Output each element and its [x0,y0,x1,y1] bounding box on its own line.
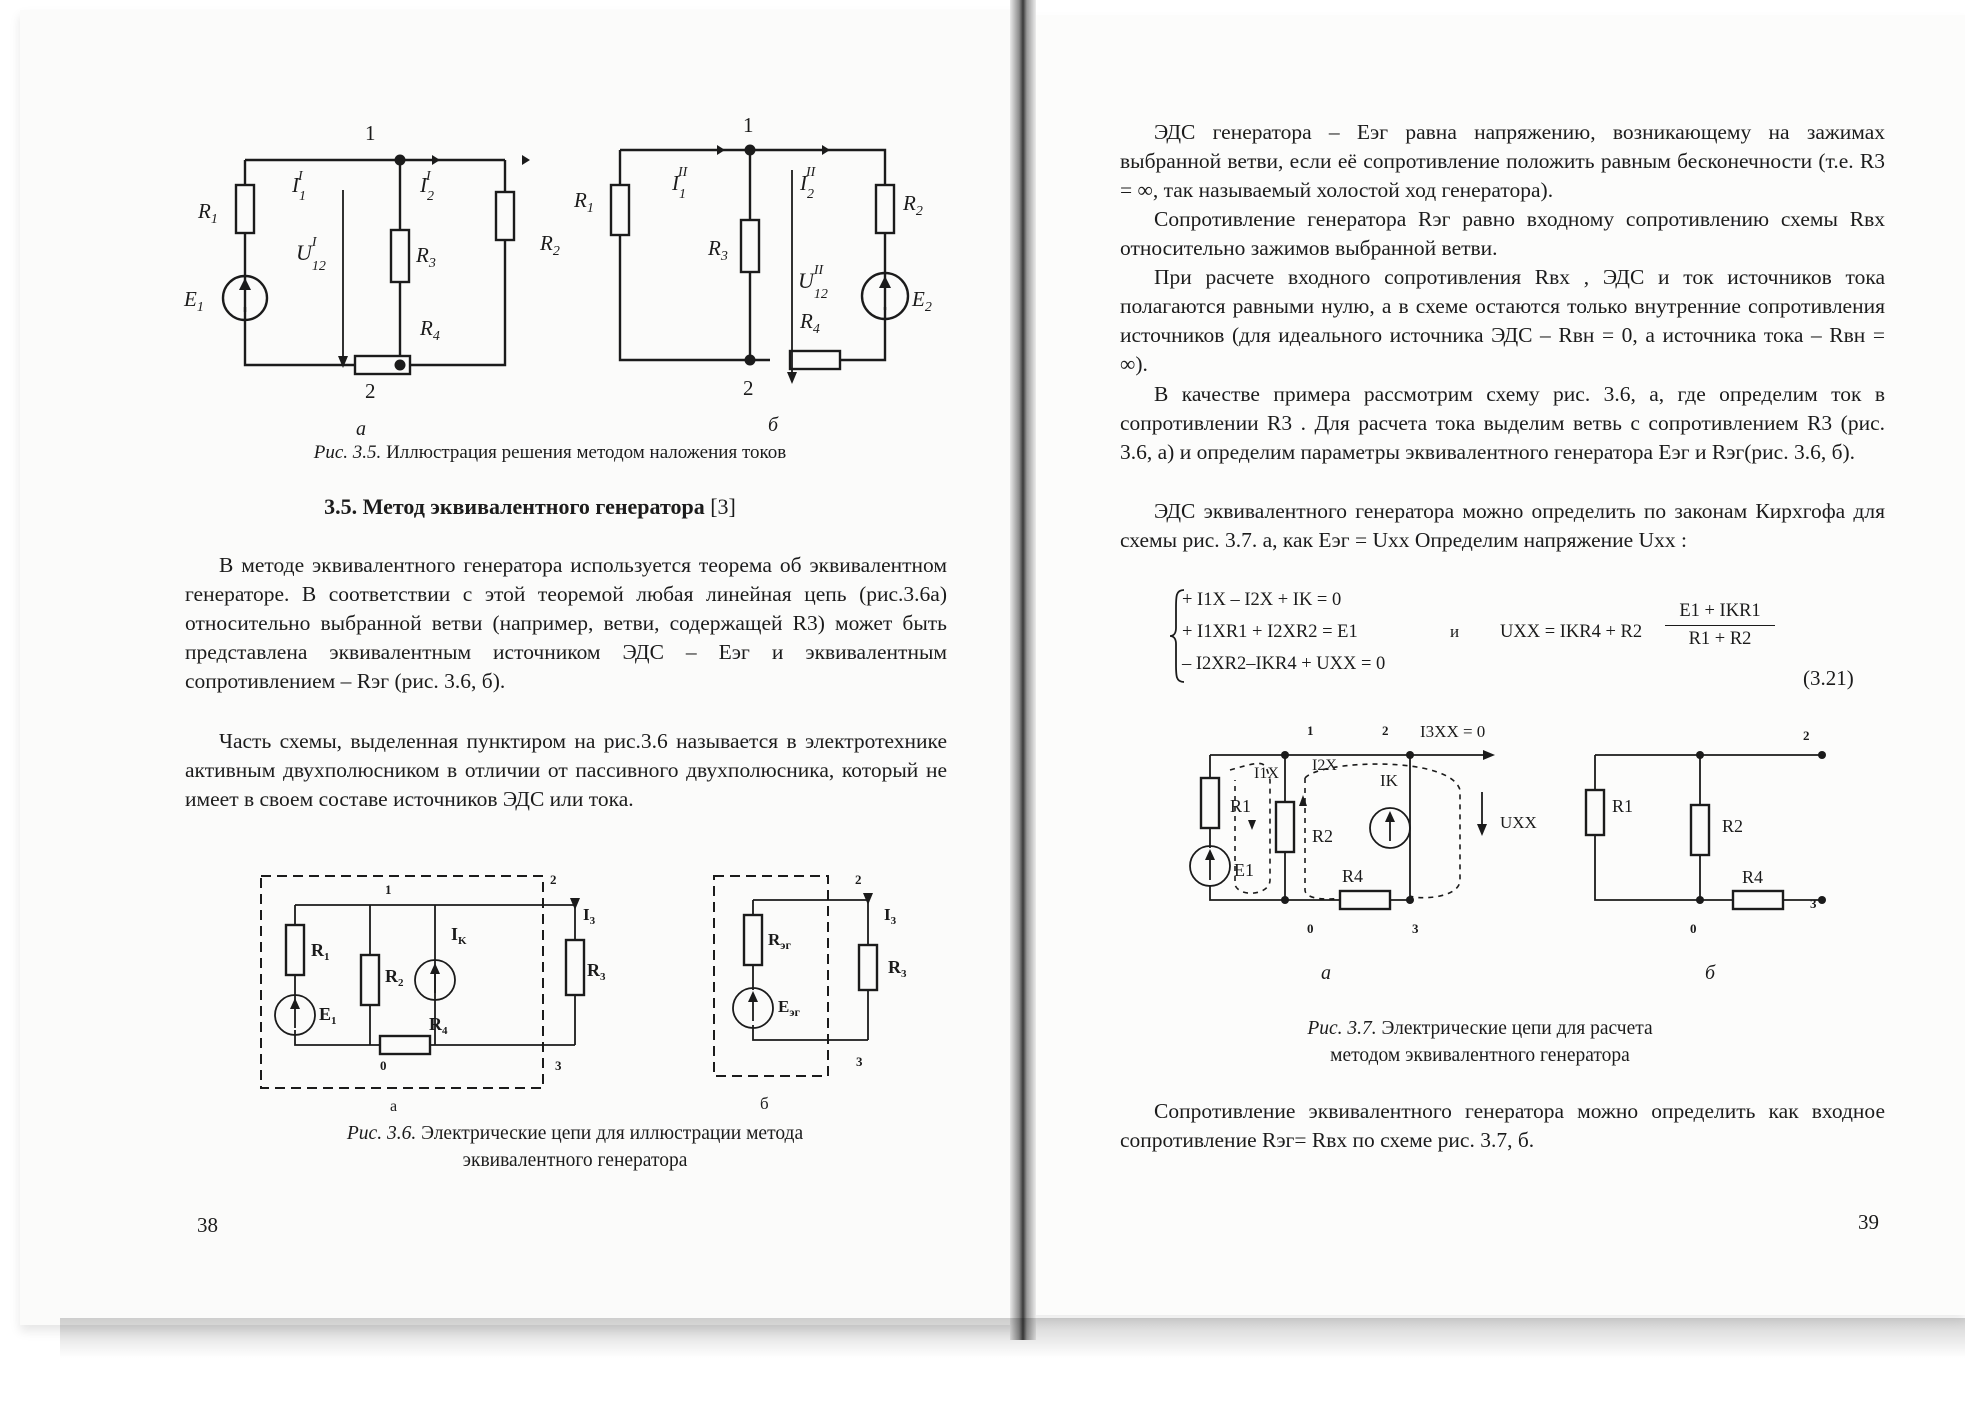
figure-label-a: а [390,1098,398,1115]
figure-3-7-caption: Рис. 3.7. Электрические цепи для расчета методом эквивалентного генератора [1307,1018,1653,1066]
node-2: 2 [365,379,376,403]
figure-label-a: а [1321,962,1331,984]
right-paragraph-4: В качестве примера рассмотрим схему рис. 3.6, а, где определим ток в сопротивлении R3 . Для расчета тока выделим ветвь с сопротивлением R3 (рис. 3.6, а) и определим параметры эквивалентного генератора Eэг и Rэг(рис. 3.6, б). [1120,382,1885,464]
ik-label: $I_K$ [451,924,467,947]
figure-3-7-b [1560,720,1840,950]
figure-label-b: б [768,414,779,436]
r3-label: $R_3$ [416,243,436,271]
equation-and: и [1450,622,1460,641]
book-gutter [1010,0,1036,1340]
r4-label: R4 [1342,866,1364,886]
e1-label: E1 [1234,860,1254,880]
node-2: 2 [743,376,754,400]
e1-label: $E_1$ [184,287,204,315]
reg-label: $R_{эг}$ [768,930,791,952]
r2-label: $R_2$ [903,191,923,219]
node-2: 2 [1803,728,1810,743]
right-paragraph-6: Сопротивление эквивалентного генератора можно определить как входное сопротивление Rэг= Rвх по схеме рис. 3.7, б. [1120,1099,1885,1152]
node-3: 3 [856,1054,863,1069]
right-paragraph-3: При расчете входного сопротивления Rвх , ЭДС и ток источников тока полагаются равными нулю, а в схеме остаются только внутренние сопротивления источников (для идеального источника ЭДС – Rвн = 0, а источника тока – Rвн = ∞). [1120,265,1885,376]
figure-3-5-a [180,110,560,420]
r4-label: $R_4$ [429,1014,448,1037]
u12-label: $U_{12}II$ [798,263,828,302]
r1-label: $R_1$ [311,940,330,963]
node-1: 1 [385,882,392,897]
fraction-numerator: E1 + IKR1 [1679,601,1761,621]
equation-number: (3.21) [1803,666,1854,690]
r1-label: $R_1$ [574,188,594,216]
node-0: 0 [1690,921,1697,936]
r4-label: $R_4$ [800,309,820,337]
left-paragraph-1: В методе эквивалентного генератора используется теорема об эквивалентном генераторе. В соответствии с этой теоремой любая линейная цепь (рис.3.6а) относительно выбранной ветви (например, ветви, содержащей R3) может быть представлена эквивалентным источником ЭДС – Eэг и эквивалентным сопротивлением – Rэг (рис. 3.6, б). [185,553,947,693]
right-paragraph-1: ЭДС генератора – Eэг равна напряжению, возникающему на зажимах выбранной ветви, если её сопротивление положить равным бесконечности (т.е. R3 = ∞, так называемый холостой ход генератора). [1120,120,1885,202]
page-shadow [60,1318,1965,1358]
i3xx-label: I3XX = 0 [1420,722,1486,741]
eeg-label: $E_{эг}$ [778,997,800,1019]
right-paragraph-2: Сопротивление генератора Rэг равно входному сопротивлению схемы Rвх относительно зажимов выбранной ветви. [1120,207,1885,260]
i3-label: $I_3$ [884,905,897,927]
i3-label: $I_3$ [583,905,596,927]
i2-label: $I_2II$ [800,165,816,202]
node-3: 3 [1412,921,1419,936]
left-paragraph-2: Часть схемы, выделенная пунктиром на рис.3.6 называется в электротехнике активным двухполюсником в отличии от пассивного двухполюсника, который не имеет в своем составе источников ЭДС или тока. [185,729,947,811]
r2-label: $R_2$ [385,966,404,989]
figure-3-5-caption: Рис. 3.5. Иллюстрация решения методом наложения токов [313,442,787,463]
r4-label: $R_4$ [420,316,440,344]
node-2: 2 [1382,723,1389,738]
node-0: 0 [380,1058,387,1073]
node-1: 1 [1307,723,1314,738]
i1-label: $I_1II$ [672,165,688,202]
figure-3-6-caption: Рис. 3.6. Электрические цепи для иллюстрации метода эквивалентного генератора [346,1123,804,1171]
figure-3-7-a [1170,720,1550,950]
r4-label: R4 [1742,867,1764,887]
uxx-label: UXX [1500,813,1537,832]
figure-3-5-b [560,110,960,420]
equation-uxx: UXX = IKR4 + R2 [1500,622,1643,642]
figure-label-a: а [356,418,366,440]
r1-label: R1 [1230,796,1252,816]
section-heading: 3.5. Метод эквивалентного генератора [3] [324,494,736,519]
equation-3: – I2XR2–IKR4 + UXX = 0 [1182,654,1386,674]
figure-3-6-b [708,870,908,1100]
r2-label: R2 [1312,826,1334,846]
r3-label: $R_3$ [708,236,728,264]
r2-label: R2 [1722,816,1744,836]
node-3: 3 [1810,896,1817,911]
equation-1: + I1X – I2X + IK = 0 [1182,590,1342,610]
node-1: 1 [365,121,376,145]
e2-label: $E_2$ [912,287,932,315]
node-2: 2 [855,872,862,887]
ik-label: IK [1380,771,1398,790]
r3-label: $R_3$ [587,960,606,983]
figure-3-6-a [255,870,605,1100]
u12-label: $U_{12}I$ [296,235,326,274]
node-1: 1 [743,113,754,137]
e1-label: $E_1$ [319,1004,337,1027]
equation-2: + I1XR1 + I2XR2 = E1 [1182,622,1358,642]
i2-label: $I_2I$ [420,169,434,204]
page-number-left: 38 [197,1213,218,1237]
node-0: 0 [1307,921,1314,936]
node-2: 2 [550,872,557,887]
fraction-denominator: R1 + R2 [1665,625,1775,650]
i1x-label: I1X [1254,765,1279,782]
r2-label: $R_2$ [540,231,560,259]
i2x-label: I2X [1312,757,1337,774]
r1-label: R1 [1612,796,1634,816]
node-3: 3 [555,1058,562,1073]
r3-label: $R_3$ [888,957,907,980]
right-paragraph-5: ЭДС эквивалентного генератора можно определить по законам Кирхгофа для схемы рис. 3.7. а, как Eэг = Uхх Определим напряжение Uхх : [1120,499,1885,552]
figure-label-b: б [760,1094,769,1113]
equation-fraction [1665,600,1775,650]
i1-label: $I_1I$ [292,169,306,204]
page-number-right: 39 [1858,1210,1879,1234]
figure-label-b: б [1705,962,1716,984]
r1-label: $R_1$ [198,199,218,227]
